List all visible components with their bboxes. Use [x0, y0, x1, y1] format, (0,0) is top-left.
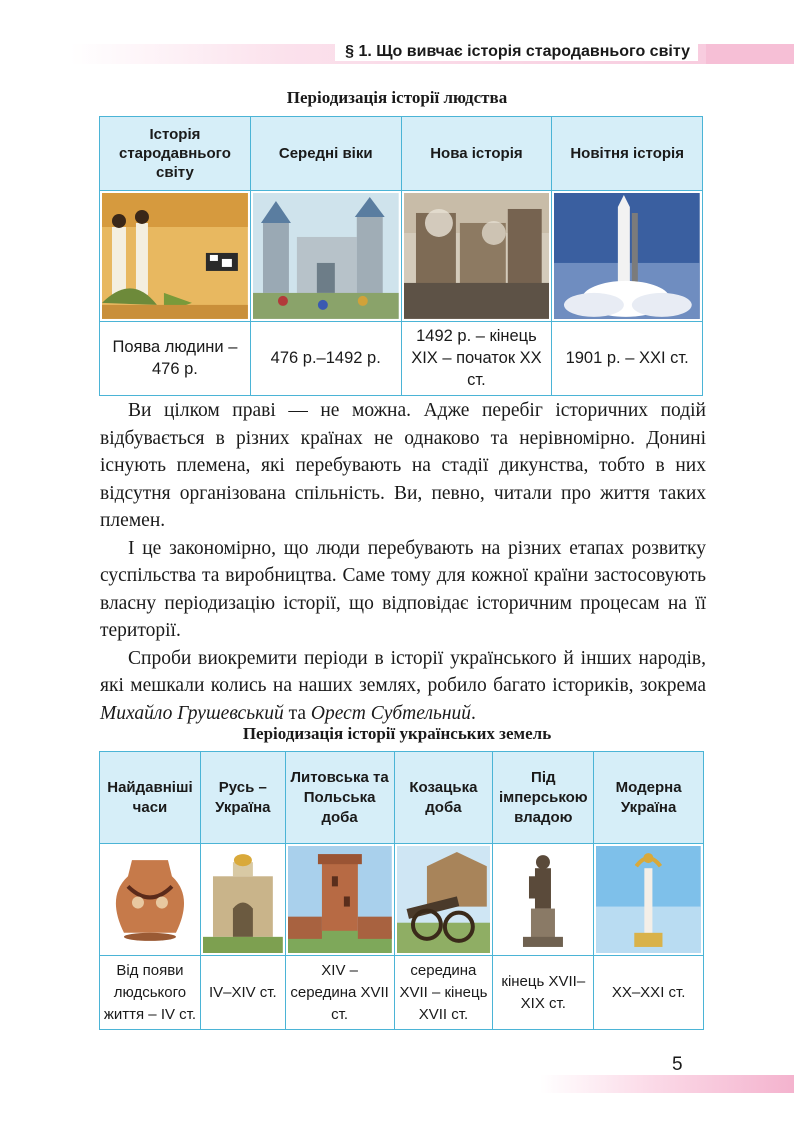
era-dates: Від появи людського життя – IV ст.: [100, 956, 201, 1030]
era-dates: середина XVII – кінець XVII ст.: [394, 956, 493, 1030]
rocket-launch-image: [552, 191, 703, 322]
footer-band: [540, 1075, 794, 1093]
period-dates: Поява людини – 476 р.: [100, 321, 251, 395]
trypillia-vase-image: [100, 844, 201, 956]
era-header: Під імперською владою: [493, 752, 594, 844]
paragraph: І це закономірно, що люди перебувають на різних етапах розвитку суспільства та виробництва. Саме тому для кожної країни застосовують власну періодизацію історії, що відповідає історичним процесам на її території.: [100, 537, 706, 641]
header-accent: [706, 44, 794, 64]
section-title: § 1. Що вивчає історія стародавнього світу: [335, 43, 698, 61]
period-header: Новітня історія: [552, 117, 703, 191]
medieval-castle-image: [250, 191, 401, 322]
independence-monument-image: [594, 844, 704, 956]
period-dates: 476 р.–1492 р.: [250, 321, 401, 395]
era-header: Найдавніші часи: [100, 752, 201, 844]
historian-name: Орест Субтельний: [310, 702, 471, 724]
period-header: Історія стародавнього світу: [100, 117, 251, 191]
bastille-storming-image: [401, 191, 552, 322]
era-dates: IV–XIV ст.: [200, 956, 285, 1030]
body-text: [100, 397, 706, 727]
table1-caption: Періодизація історії людства: [286, 88, 508, 107]
monument-statue-image: [493, 844, 594, 956]
table2-caption: Періодизація історії українських земель: [242, 724, 552, 743]
period-dates: 1492 р. – кінець XIX – початок XX ст.: [401, 321, 552, 395]
era-header: Русь – Україна: [200, 752, 285, 844]
ukraine-periods-table: [99, 751, 704, 1030]
paragraph: Спроби виокремити періоди в історії українського й інших народів, які мешкали колись на наших землях, робило багато істориків, зокрема Михайло Грушевський та Орест Субтельний.: [100, 647, 706, 724]
era-dates: XX–XXI ст.: [594, 956, 704, 1030]
period-dates: 1901 р. – XXI ст.: [552, 321, 703, 395]
cossack-cannon-image: [394, 844, 493, 956]
era-header: Литовська та Польська доба: [285, 752, 394, 844]
historian-name: Михайло Грушевський: [100, 702, 284, 724]
egyptian-fresco-image: [100, 191, 251, 322]
era-dates: XIV – середина XVII ст.: [285, 956, 394, 1030]
lutsk-castle-tower-image: [285, 844, 394, 956]
period-header: Нова історія: [401, 117, 552, 191]
paragraph: Ви цілком праві — не можна. Адже перебіг історичних подій відбувається в різних країнах не однаково та нерівномірно. Донині існують племена, які перебувають на стадії дикунства, тобто в них відсутня організована спільність. Ви, певно, читали про життя таких племен.: [100, 400, 706, 531]
era-dates: кінець XVII– XIX ст.: [493, 956, 594, 1030]
history-periods-table: [99, 116, 703, 396]
golden-gate-image: [200, 844, 285, 956]
era-header: Модерна Україна: [594, 752, 704, 844]
page-number: 5: [672, 1054, 683, 1075]
period-header: Середні віки: [250, 117, 401, 191]
era-header: Козацька доба: [394, 752, 493, 844]
